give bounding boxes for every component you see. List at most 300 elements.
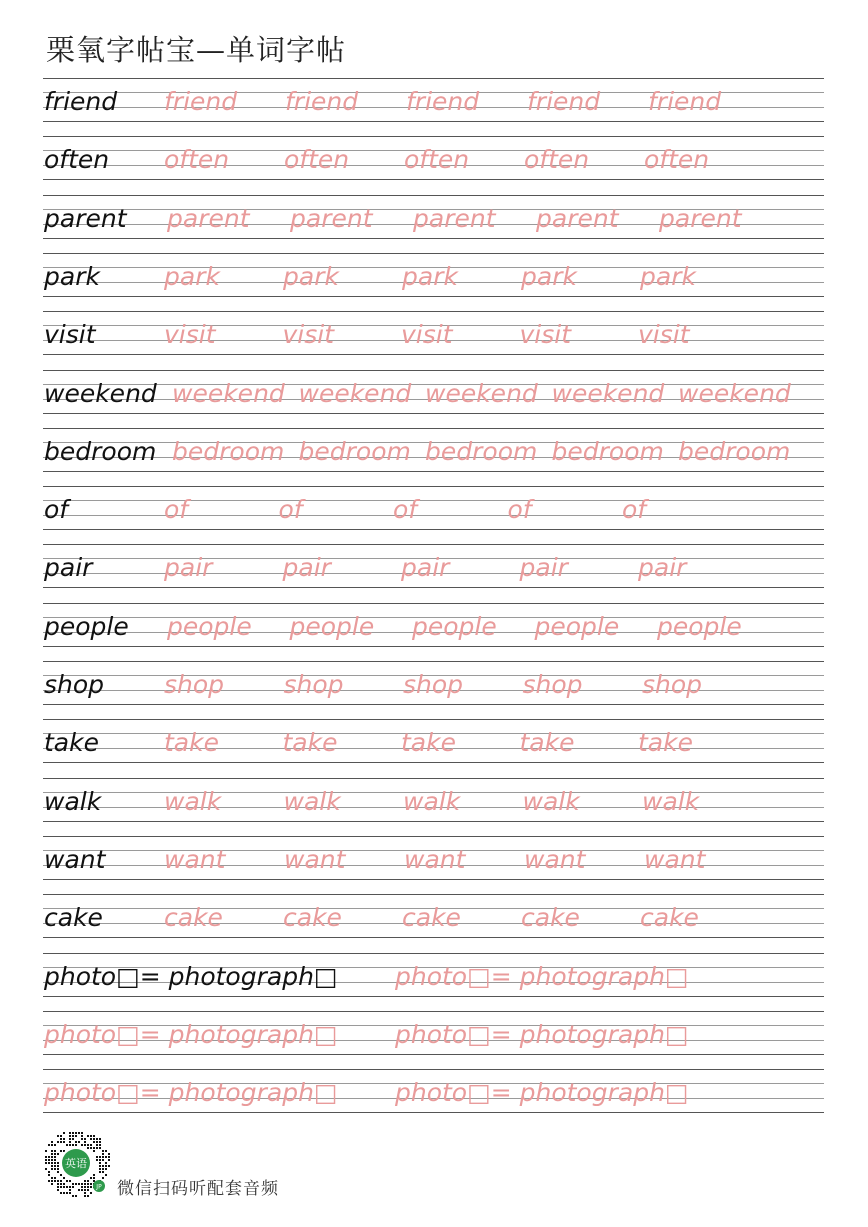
qr-dot (102, 1177, 104, 1179)
qr-dot (84, 1141, 86, 1143)
qr-dot (105, 1156, 107, 1158)
qr-dot (54, 1150, 56, 1152)
qr-dot (99, 1171, 101, 1173)
guide-line (43, 179, 824, 180)
practice-row (43, 253, 824, 297)
qr-dot (60, 1150, 62, 1152)
qr-dot (105, 1150, 107, 1152)
qr-dot (87, 1195, 89, 1197)
qr-dot (54, 1168, 56, 1170)
trace-word: cake (640, 903, 699, 933)
qr-dot (102, 1168, 104, 1170)
qr-dot (81, 1183, 83, 1185)
trace-word: walk (164, 786, 222, 816)
qr-dot (102, 1156, 104, 1158)
qr-dot (99, 1138, 101, 1140)
model-word: often (44, 145, 110, 175)
practice-row (43, 311, 824, 355)
qr-dot (60, 1174, 62, 1176)
model-word: want (44, 844, 106, 874)
qr-dot (81, 1186, 83, 1188)
practice-row (43, 953, 824, 997)
trace-word: friend (406, 87, 480, 116)
trace-word: pair (519, 553, 568, 583)
trace-word: want (284, 844, 346, 874)
qr-dot (93, 1180, 95, 1182)
qr-dot (51, 1162, 53, 1164)
guide-line (43, 953, 824, 954)
qr-dot (72, 1144, 74, 1146)
trace-word: park (164, 261, 220, 291)
qr-dot (69, 1141, 71, 1143)
qr-dot (60, 1141, 62, 1143)
qr-dot (63, 1183, 65, 1185)
qr-dot (81, 1144, 83, 1146)
guide-line (43, 778, 824, 779)
qr-dot (57, 1186, 59, 1188)
qr-dot (51, 1159, 53, 1161)
qr-dot (72, 1195, 74, 1197)
qr-dot (54, 1162, 56, 1164)
qr-dot (51, 1156, 53, 1158)
qr-dot (99, 1156, 101, 1158)
qr-dot (45, 1150, 47, 1152)
qr-dot (72, 1183, 74, 1185)
qr-dot (90, 1186, 92, 1188)
qr-dot (60, 1180, 62, 1182)
trace-word: often (524, 145, 590, 175)
trace-word: visit (638, 320, 690, 350)
guide-line (43, 296, 824, 297)
qr-dot (93, 1141, 95, 1143)
trace-word: parent (290, 203, 373, 233)
trace-word: friend (648, 87, 722, 116)
guide-line (43, 1112, 824, 1113)
qr-dot (60, 1192, 62, 1194)
guide-line (43, 836, 824, 837)
trace-word: park (521, 261, 577, 291)
qr-dot (72, 1186, 74, 1188)
qr-dot (93, 1150, 95, 1152)
qr-dot (90, 1144, 92, 1146)
qr-dot (75, 1135, 77, 1137)
qr-dot (108, 1153, 110, 1155)
qr-dot (87, 1180, 89, 1182)
model-word: park (44, 261, 100, 291)
trace-word: parent (659, 203, 742, 233)
qr-dot (57, 1180, 59, 1182)
qr-dot (51, 1165, 53, 1167)
qr-dot (69, 1180, 71, 1182)
trace-word: of (164, 495, 189, 525)
trace-word: take (519, 728, 575, 758)
model-word: bedroom (44, 436, 157, 466)
guide-line (43, 894, 824, 895)
guide-line (43, 1011, 824, 1012)
guide-line (43, 500, 824, 501)
guide-line (43, 238, 824, 239)
qr-dot (84, 1186, 86, 1188)
qr-dot (57, 1189, 59, 1191)
trace-word: friend (285, 87, 359, 116)
footer (40, 1127, 340, 1197)
qr-dot (99, 1168, 101, 1170)
qr-dot (54, 1156, 56, 1158)
qr-dot (60, 1138, 62, 1140)
qr-dot (99, 1165, 101, 1167)
qr-dot (108, 1159, 110, 1161)
qr-dot (48, 1180, 50, 1182)
qr-dot (84, 1144, 86, 1146)
trace-word: walk (283, 786, 341, 816)
trace-word: cake (283, 903, 342, 933)
qr-dot (51, 1168, 53, 1170)
trace-word: photo□= photograph□ (395, 1078, 689, 1108)
trace-word: take (164, 728, 219, 758)
practice-row (43, 836, 824, 880)
trace-word: shop (642, 670, 703, 699)
qr-dot (90, 1177, 92, 1179)
trace-word: bedroom (172, 436, 285, 466)
guide-line (43, 704, 824, 705)
qr-dot (108, 1165, 110, 1167)
qr-dot (75, 1183, 77, 1185)
trace-word: park (283, 261, 339, 291)
qr-dot (57, 1162, 59, 1164)
trace-word: often (284, 145, 350, 175)
practice-row (43, 1011, 824, 1055)
qr-dot (51, 1153, 53, 1155)
trace-word: pair (401, 553, 450, 583)
trace-word: visit (519, 320, 572, 350)
trace-word: bedroom (551, 436, 664, 466)
qr-dot (96, 1144, 98, 1146)
qr-dot (57, 1171, 59, 1173)
qr-dot (75, 1195, 77, 1197)
trace-word: park (640, 261, 696, 291)
guide-line (43, 587, 824, 588)
qr-dot (63, 1141, 65, 1143)
guide-line (43, 996, 824, 997)
guide-line (43, 413, 824, 414)
qr-dot (102, 1165, 104, 1167)
qr-dot (69, 1144, 71, 1146)
trace-word: take (282, 728, 338, 758)
qr-dot (93, 1177, 95, 1179)
qr-dot (69, 1192, 71, 1194)
qr-dot (81, 1135, 83, 1137)
qr-dot (69, 1135, 71, 1137)
trace-word: shop (522, 670, 583, 699)
qr-dot (57, 1153, 59, 1155)
qr-dot (51, 1177, 53, 1179)
practice-row (43, 1069, 824, 1113)
practice-row (43, 661, 824, 705)
qr-dot (51, 1183, 53, 1185)
guide-line (43, 762, 824, 763)
trace-word: shop (403, 670, 464, 699)
qr-dot (54, 1159, 56, 1161)
practice-row (43, 195, 824, 239)
qr-dot (96, 1147, 98, 1149)
qr-dot (78, 1132, 80, 1134)
trace-word: bedroom (425, 436, 538, 466)
qr-dot (105, 1165, 107, 1167)
qr-dot (60, 1135, 62, 1137)
qr-badge-label: 英语 (65, 1157, 87, 1170)
qr-dot (84, 1183, 86, 1185)
trace-word: of (507, 495, 532, 525)
qr-dot (75, 1144, 77, 1146)
qr-dot (90, 1147, 92, 1149)
trace-word: often (644, 145, 710, 175)
qr-dot (87, 1183, 89, 1185)
qr-dot (54, 1153, 56, 1155)
model-word: weekend (44, 378, 157, 408)
qr-dot (99, 1159, 101, 1161)
qr-dot (69, 1189, 71, 1191)
qr-dot (66, 1180, 68, 1182)
trace-word: weekend (298, 378, 412, 408)
trace-word: photo□= photograph□ (44, 1019, 338, 1049)
qr-dot (51, 1144, 53, 1146)
qr-code-icon[interactable] (40, 1127, 112, 1199)
qr-dot (99, 1144, 101, 1146)
trace-word: photo□= photograph□ (395, 961, 689, 991)
qr-dot (54, 1165, 56, 1167)
qr-dot (78, 1189, 80, 1191)
model-word: visit (44, 320, 96, 350)
qr-dot (57, 1135, 59, 1137)
trace-word: pair (638, 553, 687, 583)
guide-line (43, 544, 824, 545)
guide-line (43, 136, 824, 137)
trace-word: parent (167, 203, 250, 233)
model-word: take (44, 728, 99, 758)
practice-row (43, 428, 824, 472)
trace-word: of (393, 495, 418, 525)
qr-dot (93, 1147, 95, 1149)
qr-dot (87, 1147, 89, 1149)
trace-word: visit (401, 320, 453, 350)
trace-word: of (278, 495, 303, 525)
qr-dot (48, 1156, 50, 1158)
guide-line (43, 879, 824, 880)
qr-dot (54, 1177, 56, 1179)
qr-dot (84, 1180, 86, 1182)
guide-line (43, 1069, 824, 1070)
qr-dot (84, 1192, 86, 1194)
qr-dot (84, 1195, 86, 1197)
qr-dot (45, 1159, 47, 1161)
qr-dot (45, 1162, 47, 1164)
guide-line (43, 253, 824, 254)
qr-dot (105, 1168, 107, 1170)
trace-word: pair (164, 553, 213, 583)
qr-dot (102, 1171, 104, 1173)
qr-dot (72, 1132, 74, 1134)
practice-row (43, 136, 824, 180)
qr-dot (102, 1150, 104, 1152)
model-word: of (44, 495, 69, 525)
qr-dot (102, 1153, 104, 1155)
trace-word: people (657, 611, 742, 641)
guide-line (43, 1054, 824, 1055)
practice-row (43, 370, 824, 414)
qr-dot (108, 1156, 110, 1158)
trace-word: friend (164, 87, 238, 116)
trace-word: shop (283, 670, 344, 699)
guide-line (43, 354, 824, 355)
qr-dot (90, 1183, 92, 1185)
trace-word: cake (402, 903, 461, 933)
practice-row (43, 544, 824, 588)
guide-line (43, 311, 824, 312)
qr-dot (96, 1141, 98, 1143)
qr-dot (54, 1144, 56, 1146)
trace-word: visit (164, 320, 216, 350)
trace-word: people (412, 611, 497, 641)
trace-word: park (402, 261, 458, 291)
practice-row (43, 719, 824, 763)
model-word: friend (44, 87, 118, 116)
guide-line (43, 471, 824, 472)
qr-dot (105, 1162, 107, 1164)
qr-dot (72, 1135, 74, 1137)
qr-dot (81, 1189, 83, 1191)
trace-word: parent (413, 203, 496, 233)
practice-row (43, 486, 824, 530)
trace-word: of (622, 495, 647, 525)
qr-dot (90, 1192, 92, 1194)
qr-dot (93, 1174, 95, 1176)
trace-word: cake (164, 903, 223, 933)
qr-dot (48, 1144, 50, 1146)
trace-word: people (534, 611, 620, 641)
guide-line (43, 603, 824, 604)
qr-dot (78, 1183, 80, 1185)
qr-dot (93, 1135, 95, 1137)
model-word: shop (44, 670, 105, 699)
trace-word: want (404, 844, 466, 874)
qr-dot (87, 1135, 89, 1137)
model-word: walk (44, 786, 102, 816)
qr-dot (63, 1186, 65, 1188)
trace-word: cake (521, 903, 580, 933)
qr-dot (84, 1189, 86, 1191)
guide-line (43, 646, 824, 647)
qr-dot (93, 1138, 95, 1140)
practice-row (43, 78, 824, 122)
qr-dot (81, 1138, 83, 1140)
trace-word: want (164, 844, 226, 874)
trace-word: bedroom (298, 436, 411, 466)
trace-word: shop (164, 670, 225, 699)
qr-dot (48, 1174, 50, 1176)
guide-line (43, 486, 824, 487)
qr-dot (63, 1192, 65, 1194)
qr-dot (60, 1186, 62, 1188)
qr-corner-label: JP (96, 1183, 102, 1191)
guide-line (43, 428, 824, 429)
qr-dot (69, 1138, 71, 1140)
qr-dot (99, 1147, 101, 1149)
qr-dot (45, 1168, 47, 1170)
trace-word: often (164, 145, 230, 175)
qr-dot (66, 1192, 68, 1194)
qr-dot (75, 1141, 77, 1143)
qr-dot (66, 1144, 68, 1146)
qr-dot (48, 1171, 50, 1173)
trace-word: photo□= photograph□ (44, 1078, 338, 1108)
trace-word: walk (642, 786, 700, 816)
trace-word: often (404, 145, 470, 175)
guide-line (43, 719, 824, 720)
footer-caption: 微信扫码听配套音频 (117, 1179, 279, 1199)
qr-dot (90, 1138, 92, 1140)
qr-dot (96, 1159, 98, 1161)
qr-dot (96, 1138, 98, 1140)
qr-dot (57, 1168, 59, 1170)
guide-line (43, 515, 824, 516)
qr-dot (51, 1141, 53, 1143)
qr-dot (99, 1141, 101, 1143)
qr-dot (51, 1150, 53, 1152)
trace-word: take (638, 728, 693, 758)
guide-line (43, 529, 824, 530)
qr-dot (63, 1177, 65, 1179)
practice-row (43, 603, 824, 647)
trace-word: want (524, 844, 586, 874)
trace-word: weekend (678, 378, 791, 408)
trace-word: visit (282, 320, 335, 350)
qr-dot (75, 1132, 77, 1134)
trace-word: want (644, 844, 706, 874)
qr-dot (87, 1189, 89, 1191)
trace-word: photo□= photograph□ (395, 1019, 689, 1049)
guide-line (43, 821, 824, 822)
qr-dot (96, 1156, 98, 1158)
guide-line (43, 661, 824, 662)
qr-dot (69, 1132, 71, 1134)
model-word: people (44, 611, 129, 641)
qr-dot (87, 1186, 89, 1188)
guide-line (43, 937, 824, 938)
qr-dot (105, 1174, 107, 1176)
qr-dot (69, 1186, 71, 1188)
qr-dot (57, 1183, 59, 1185)
page-title: 栗氧字帖宝—单词字帖 (46, 33, 347, 67)
model-word: parent (44, 203, 127, 233)
model-word: cake (44, 903, 103, 933)
model-word: photo□= photograph□ (44, 961, 338, 991)
trace-word: people (289, 611, 375, 641)
trace-word: weekend (425, 378, 538, 408)
qr-dot (63, 1132, 65, 1134)
qr-dot (45, 1156, 47, 1158)
qr-dot (72, 1138, 74, 1140)
qr-dot (48, 1159, 50, 1161)
trace-word: bedroom (678, 436, 791, 466)
guide-line (43, 78, 824, 79)
trace-word: pair (282, 553, 331, 583)
guide-line (43, 121, 824, 122)
qr-dot (102, 1159, 104, 1161)
trace-word: weekend (172, 378, 285, 408)
qr-dot (84, 1138, 86, 1140)
qr-dot (66, 1186, 68, 1188)
qr-dot (87, 1144, 89, 1146)
